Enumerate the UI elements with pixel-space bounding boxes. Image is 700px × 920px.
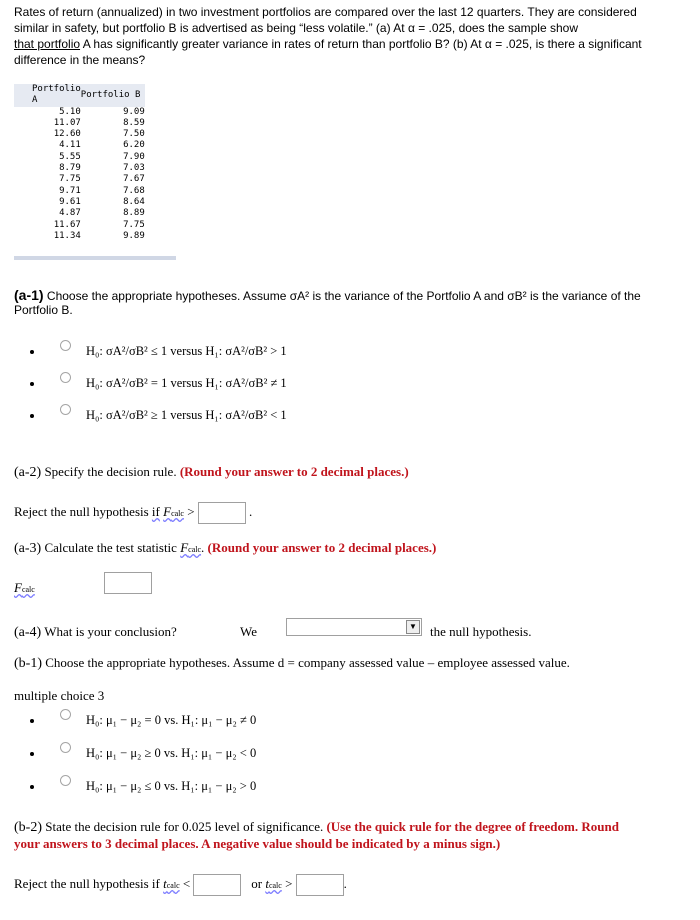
question-a1-text: Choose the appropriate hypotheses. Assume σA² is the variance of the Portfolio A and σB² is the variance of the xyxy=(43,289,641,303)
question-b1 xyxy=(14,655,570,672)
question-a2-id: (a-2) xyxy=(14,465,42,480)
cell-portfolio-b: 7.75 xyxy=(123,219,145,230)
cell-portfolio-b: 7.03 xyxy=(123,163,145,174)
table-row xyxy=(14,220,145,231)
radio-button[interactable] xyxy=(60,372,71,383)
b2-tcalc-2 xyxy=(265,876,282,891)
question-a1-id: (a-1) xyxy=(14,287,44,303)
a2-fcalc-sub: calc xyxy=(171,508,184,518)
table-row xyxy=(14,118,145,129)
returns-table xyxy=(14,84,145,242)
question-a1 xyxy=(14,288,686,317)
cell-portfolio-b: 7.67 xyxy=(123,174,145,185)
radio-button[interactable] xyxy=(60,340,71,351)
question-b2-note-1: (Use the quick rule for the degree of freedom. Round xyxy=(326,819,619,834)
table-row xyxy=(14,107,145,118)
bullet-icon xyxy=(30,350,34,354)
cell-portfolio-a: 4.11 xyxy=(59,140,81,151)
table-row xyxy=(14,163,145,174)
table-row xyxy=(14,186,145,197)
a1-choice-1-text: H₀: σA²/σB² ≤ 1 versus H₁: σA²/σB² > 1 xyxy=(86,344,287,358)
b2-lt: < xyxy=(179,875,191,891)
b2-t-sub-1: calc xyxy=(166,880,180,890)
table-row xyxy=(14,129,145,140)
cell-portfolio-b: 8.89 xyxy=(123,208,145,219)
bullet-icon xyxy=(30,382,34,386)
a2-decision-rule: Reject the null hypothesis if Fcalc > . xyxy=(14,502,252,524)
b1-choice-1-text: H₀: μ₁ − μ₂ = 0 vs. H₁: μ₁ − μ₂ ≠ 0 xyxy=(86,713,257,727)
bullet-icon xyxy=(30,752,34,756)
a3-fcalc-label xyxy=(14,580,35,596)
b2-period: . xyxy=(343,875,347,891)
cell-portfolio-a: 11.07 xyxy=(53,117,81,128)
cell-portfolio-a: 8.79 xyxy=(59,163,81,174)
question-a2-note: (Round your answer to 2 decimal places.) xyxy=(179,464,409,479)
a3-fcalc xyxy=(180,540,201,555)
table-row xyxy=(14,140,145,151)
table-row xyxy=(14,152,145,163)
b2-or: or xyxy=(251,875,263,891)
cell-portfolio-b: 9.89 xyxy=(123,230,145,241)
cell-portfolio-b: 8.59 xyxy=(123,117,145,128)
cell-portfolio-a: 5.10 xyxy=(59,106,81,117)
table-row xyxy=(14,174,145,185)
header-portfolio-a: Portfolio A xyxy=(14,84,81,107)
table-scrollbar[interactable] xyxy=(14,256,176,260)
intro-line-4: difference in the means? xyxy=(14,53,146,67)
a3-label xyxy=(14,580,35,595)
b1-choice-2-text: H₀: μ₁ − μ₂ ≥ 0 vs. H₁: μ₁ − μ₂ < 0 xyxy=(86,746,257,760)
a4-after-label: the null hypothesis. xyxy=(430,624,532,639)
a4-we-label: We xyxy=(240,624,257,639)
cell-portfolio-a: 9.71 xyxy=(59,185,81,196)
intro-line-1: Rates of return (annualized) in two investment portfolios are compared over the last 12 quarters. They are considered xyxy=(14,5,637,19)
table-body xyxy=(14,107,145,243)
question-b2-id: (b-2) xyxy=(14,820,42,835)
b2-tcalc-1 xyxy=(163,876,180,891)
cell-portfolio-b: 7.90 xyxy=(123,151,145,162)
question-a3-note: (Round your answer to 2 decimal places.) xyxy=(204,540,437,555)
a2-fcalc xyxy=(163,504,184,519)
multiple-choice-label: multiple choice 3 xyxy=(14,688,105,703)
a4-conclusion-select[interactable] xyxy=(286,618,422,636)
radio-button[interactable] xyxy=(60,742,71,753)
question-b2 xyxy=(14,819,619,836)
intro-line-3 xyxy=(14,36,686,52)
a3-test-statistic-input[interactable] xyxy=(104,572,152,594)
a3-label-symbol: F xyxy=(14,580,22,595)
a2-reject-if: if xyxy=(151,503,160,519)
bullet-icon xyxy=(30,719,34,723)
question-a4-text: What is your conclusion? xyxy=(41,624,177,639)
question-b2-note-2: your answers to 3 decimal places. A negative value should be indicated by a minus sign.) xyxy=(14,836,501,851)
b2-lower-critical-input[interactable] xyxy=(193,874,241,896)
bullet-icon xyxy=(30,785,34,789)
question-b1-text: Choose the appropriate hypotheses. Assume d = company assessed value – employee assessed value. xyxy=(42,655,570,670)
cell-portfolio-a: 9.61 xyxy=(59,196,81,207)
cell-portfolio-a: 4.87 xyxy=(59,208,81,219)
a1-choice-2-text: H₀: σA²/σB² = 1 versus H₁: σA²/σB² ≠ 1 xyxy=(86,376,287,390)
question-b1-id: (b-1) xyxy=(14,656,42,671)
radio-button[interactable] xyxy=(60,709,71,720)
a2-fcalc-symbol: F xyxy=(163,503,172,519)
intro-line-3-rest: A has significantly greater variance in rates of return than portfolio B? (b) At α = .025, is there a significant xyxy=(80,37,642,51)
a2-reject-prefix: Reject the null hypothesis xyxy=(14,503,152,519)
question-b2-text: State the decision rule for 0.025 level of significance. xyxy=(42,819,327,834)
b2-upper-critical-input[interactable] xyxy=(296,874,344,896)
radio-button[interactable] xyxy=(60,404,71,415)
header-portfolio-b: Portfolio B xyxy=(81,84,145,107)
table-header-row xyxy=(14,84,145,107)
cell-portfolio-b: 8.64 xyxy=(123,196,145,207)
question-a4-id: (a-4) xyxy=(14,625,42,640)
b2-decision-rule xyxy=(14,874,347,896)
question-b2-line-2 xyxy=(14,836,500,852)
a3-label-sub: calc xyxy=(21,585,35,594)
b2-reject-prefix: Reject the null hypothesis if xyxy=(14,875,164,891)
question-a3-text: Calculate the test statistic xyxy=(41,540,181,555)
question-a3 xyxy=(14,540,436,557)
cell-portfolio-b: 9.09 xyxy=(123,106,145,117)
a2-critical-value-input[interactable] xyxy=(198,502,246,524)
table-row xyxy=(14,208,145,219)
intro-line-2: similar in safety, but portfolio B is advertised as being “less volatile.” (a) At α = .025, does the sample show xyxy=(14,21,578,35)
chevron-down-icon[interactable]: ▼ xyxy=(406,620,420,634)
intro-link[interactable]: that portfolio xyxy=(14,37,81,51)
radio-button[interactable] xyxy=(60,775,71,786)
b2-t-symbol-1: t xyxy=(163,875,167,891)
question-a1-text-2: Portfolio B. xyxy=(14,303,73,317)
problem-statement xyxy=(14,4,686,68)
b2-gt: > xyxy=(281,875,293,891)
question-a4 xyxy=(14,624,177,641)
cell-portfolio-b: 6.20 xyxy=(123,140,145,151)
cell-portfolio-a: 7.75 xyxy=(59,174,81,185)
a3-period: . xyxy=(201,540,205,555)
b1-choice-3-text: H₀: μ₁ − μ₂ ≤ 0 vs. H₁: μ₁ − μ₂ > 0 xyxy=(86,779,257,793)
bullet-icon xyxy=(30,414,34,418)
b2-t-symbol-2: t xyxy=(265,875,269,891)
cell-portfolio-a: 11.67 xyxy=(53,219,81,230)
table-row xyxy=(14,197,145,208)
a2-gt: > xyxy=(183,503,195,519)
table-row xyxy=(14,231,145,242)
question-a2 xyxy=(14,464,409,481)
a3-fcalc-sub: calc xyxy=(188,545,202,554)
cell-portfolio-a: 5.55 xyxy=(59,151,81,162)
b2-t-sub-2: calc xyxy=(268,880,282,890)
a1-choice-3-text: H₀: σA²/σB² ≥ 1 versus H₁: σA²/σB² < 1 xyxy=(86,408,287,422)
question-a3-id: (a-3) xyxy=(14,541,42,556)
question-a2-text: Specify the decision rule. xyxy=(41,464,180,479)
cell-portfolio-a: 12.60 xyxy=(53,129,81,140)
cell-portfolio-b: 7.68 xyxy=(123,185,145,196)
cell-portfolio-b: 7.50 xyxy=(123,129,145,140)
a3-fcalc-symbol: F xyxy=(180,540,189,555)
cell-portfolio-a: 11.34 xyxy=(53,230,81,241)
